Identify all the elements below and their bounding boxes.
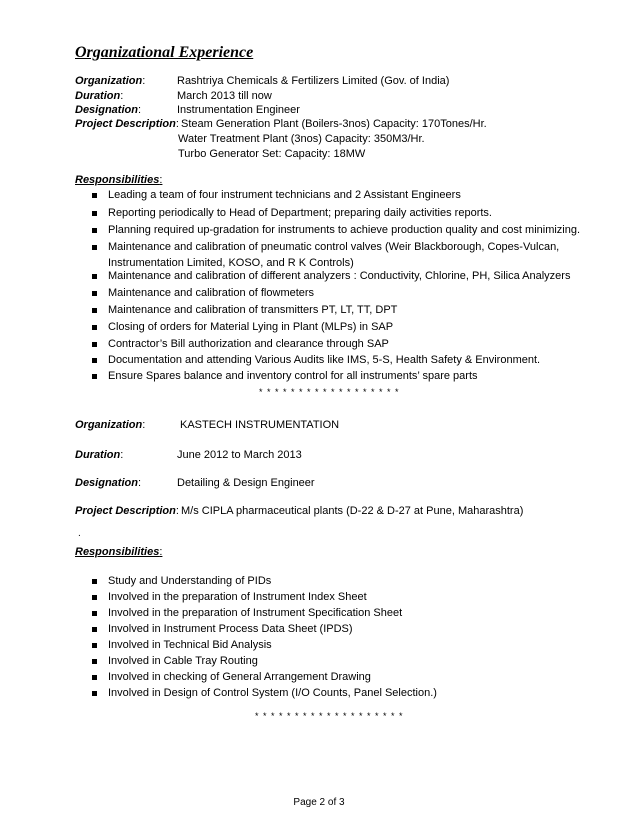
project-description-label: Project Description [75,118,176,130]
project-description-label: Project Description [75,505,176,517]
section-heading: Organizational Experience [75,44,254,61]
job1-duration-row: Duration: March 2013 till now [75,90,272,102]
project-line: Steam Generation Plant (Boilers-3nos) Capacity: 170Tones/Hr. [181,118,487,130]
bullet-icon [92,595,97,600]
job2-project-row: Project Description: M/s CIPLA pharmaceutical plants (D-22 & D-27 at Pune, Maharashtra) [75,505,524,517]
bullet-icon [92,643,97,648]
bullet-icon [92,579,97,584]
job1-project-row: Project Description: Steam Generation Plant (Boilers-3nos) Capacity: 170Tones/Hr. [75,118,487,130]
designation-value: Instrumentation Engineer [177,104,300,116]
bullet-icon [92,193,97,198]
job1-organization-row: Organization: Rashtriya Chemicals & Fertilizers Limited (Gov. of India) [75,75,450,87]
job2-designation-row: Designation: Detailing & Design Engineer [75,477,315,489]
resume-page: Organizational Experience Organization: Rashtriya Chemicals & Fertilizers Limited (Gov. of India) Duration: March 2013 till now Designation: Instrumentation Engineer Project Description: Steam Generation Plant (Boilers-3nos) Capacity: 170Tones/Hr. Water Treatment Plant (3nos) Capacity: 350M3/Hr. Turbo Generator Set: Capacity: 18MW Responsibilities: Leading a team of four instrument technicians and 2 Assistant Engineers Reporting periodically to Head of Department; preparing daily activities reports. Planning required up-gradation for instruments to achieve production quality and cost minimizing. Maintenance and calibration of pneumatic control valves (Weir Blackborough, Copes-Vulcan, Instrumentation Limited, KOSO, and R K Controls) Maintenance and calibration of different analyzers : Conductivity, Chlorine, PH, Silica Analyzers Maintenance and calibration of flowmeters Maintenance and calibration of transmitters PT, LT, TT, DPT Closing of orders for Material Lying in Plant (MLPs) in SAP Contractor’s Bill authorization and clearance through SAP Documentation and attending Various Audits like IMS, 5-S, Health Safety & Environment. Ensure Spares balance and inventory control for all instruments’ spare parts * * * * * * * * * * * * * * * * * * Organization: KASTECH INSTRUMENTATION Duration: June 2012 to March 2013 Designation: Detailing & Design Engineer Project Description: M/s CIPLA pharmaceutical plants (D-22 & D-27 at Pune, Maharashtra) . Responsibilities: Study and Understanding of PIDs Involved in the preparation of Instrument Index Sheet Involved in the preparation of Instrument Specification Sheet Involved in Instrument Process Data Sheet (IPDS) Involved in Technical Bid Analysis Involved in Cable Tray Routing Involved in checking of General Arrangement Drawing Involved in Design of Control System (I/O Counts, Panel Selection.) * * * * * * * * * * * * * * * * * * * Page 2 of 3 [0,0,638,826]
bullet-icon [92,291,97,296]
duration-value: June 2012 to March 2013 [177,449,302,461]
bullet-icon [92,358,97,363]
designation-label: Designation [75,477,138,489]
bullet-icon [92,342,97,347]
list-item-continuation: Instrumentation Limited, KOSO, and R K Controls) [108,257,354,269]
section-separator: * * * * * * * * * * * * * * * * * * [259,387,400,397]
organization-value: KASTECH INSTRUMENTATION [180,419,340,431]
duration-label: Duration [75,90,121,102]
duration-value: March 2013 till now [177,90,272,102]
designation-label: Designation [75,104,138,116]
designation-value: Detailing & Design Engineer [177,477,315,489]
job1-designation-row: Designation: Instrumentation Engineer [75,104,300,116]
job2-responsibilities-title: Responsibilities: [75,546,163,558]
project-line: Water Treatment Plant (3nos) Capacity: 350M3/Hr. [178,133,425,145]
organization-label: Organization [75,419,143,431]
bullet-icon [92,611,97,616]
bullet-icon [92,325,97,330]
bullet-icon [92,228,97,233]
duration-label: Duration [75,449,121,461]
section-separator: * * * * * * * * * * * * * * * * * * * [255,711,404,721]
bullet-icon [92,308,97,313]
bullet-icon [92,211,97,216]
bullet-icon [92,691,97,696]
bullet-icon [92,245,97,250]
job1-responsibilities-title: Responsibilities: [75,174,163,186]
organization-value: Rashtriya Chemicals & Fertilizers Limited (Gov. of India) [177,75,450,87]
bullet-icon [92,374,97,379]
bullet-icon [92,675,97,680]
bullet-icon [92,274,97,279]
job2-organization-row: Organization: KASTECH INSTRUMENTATION [75,419,340,431]
organization-label: Organization [75,75,143,87]
project-line: Turbo Generator Set: Capacity: 18MW [178,148,366,160]
bullet-icon [92,627,97,632]
stray-dot: . [78,528,81,539]
bullet-icon [92,659,97,664]
project-value: M/s CIPLA pharmaceutical plants (D-22 & D-27 at Pune, Maharashtra) [181,505,524,517]
job2-duration-row: Duration: June 2012 to March 2013 [75,449,302,461]
page-number: Page 2 of 3 [293,797,345,808]
